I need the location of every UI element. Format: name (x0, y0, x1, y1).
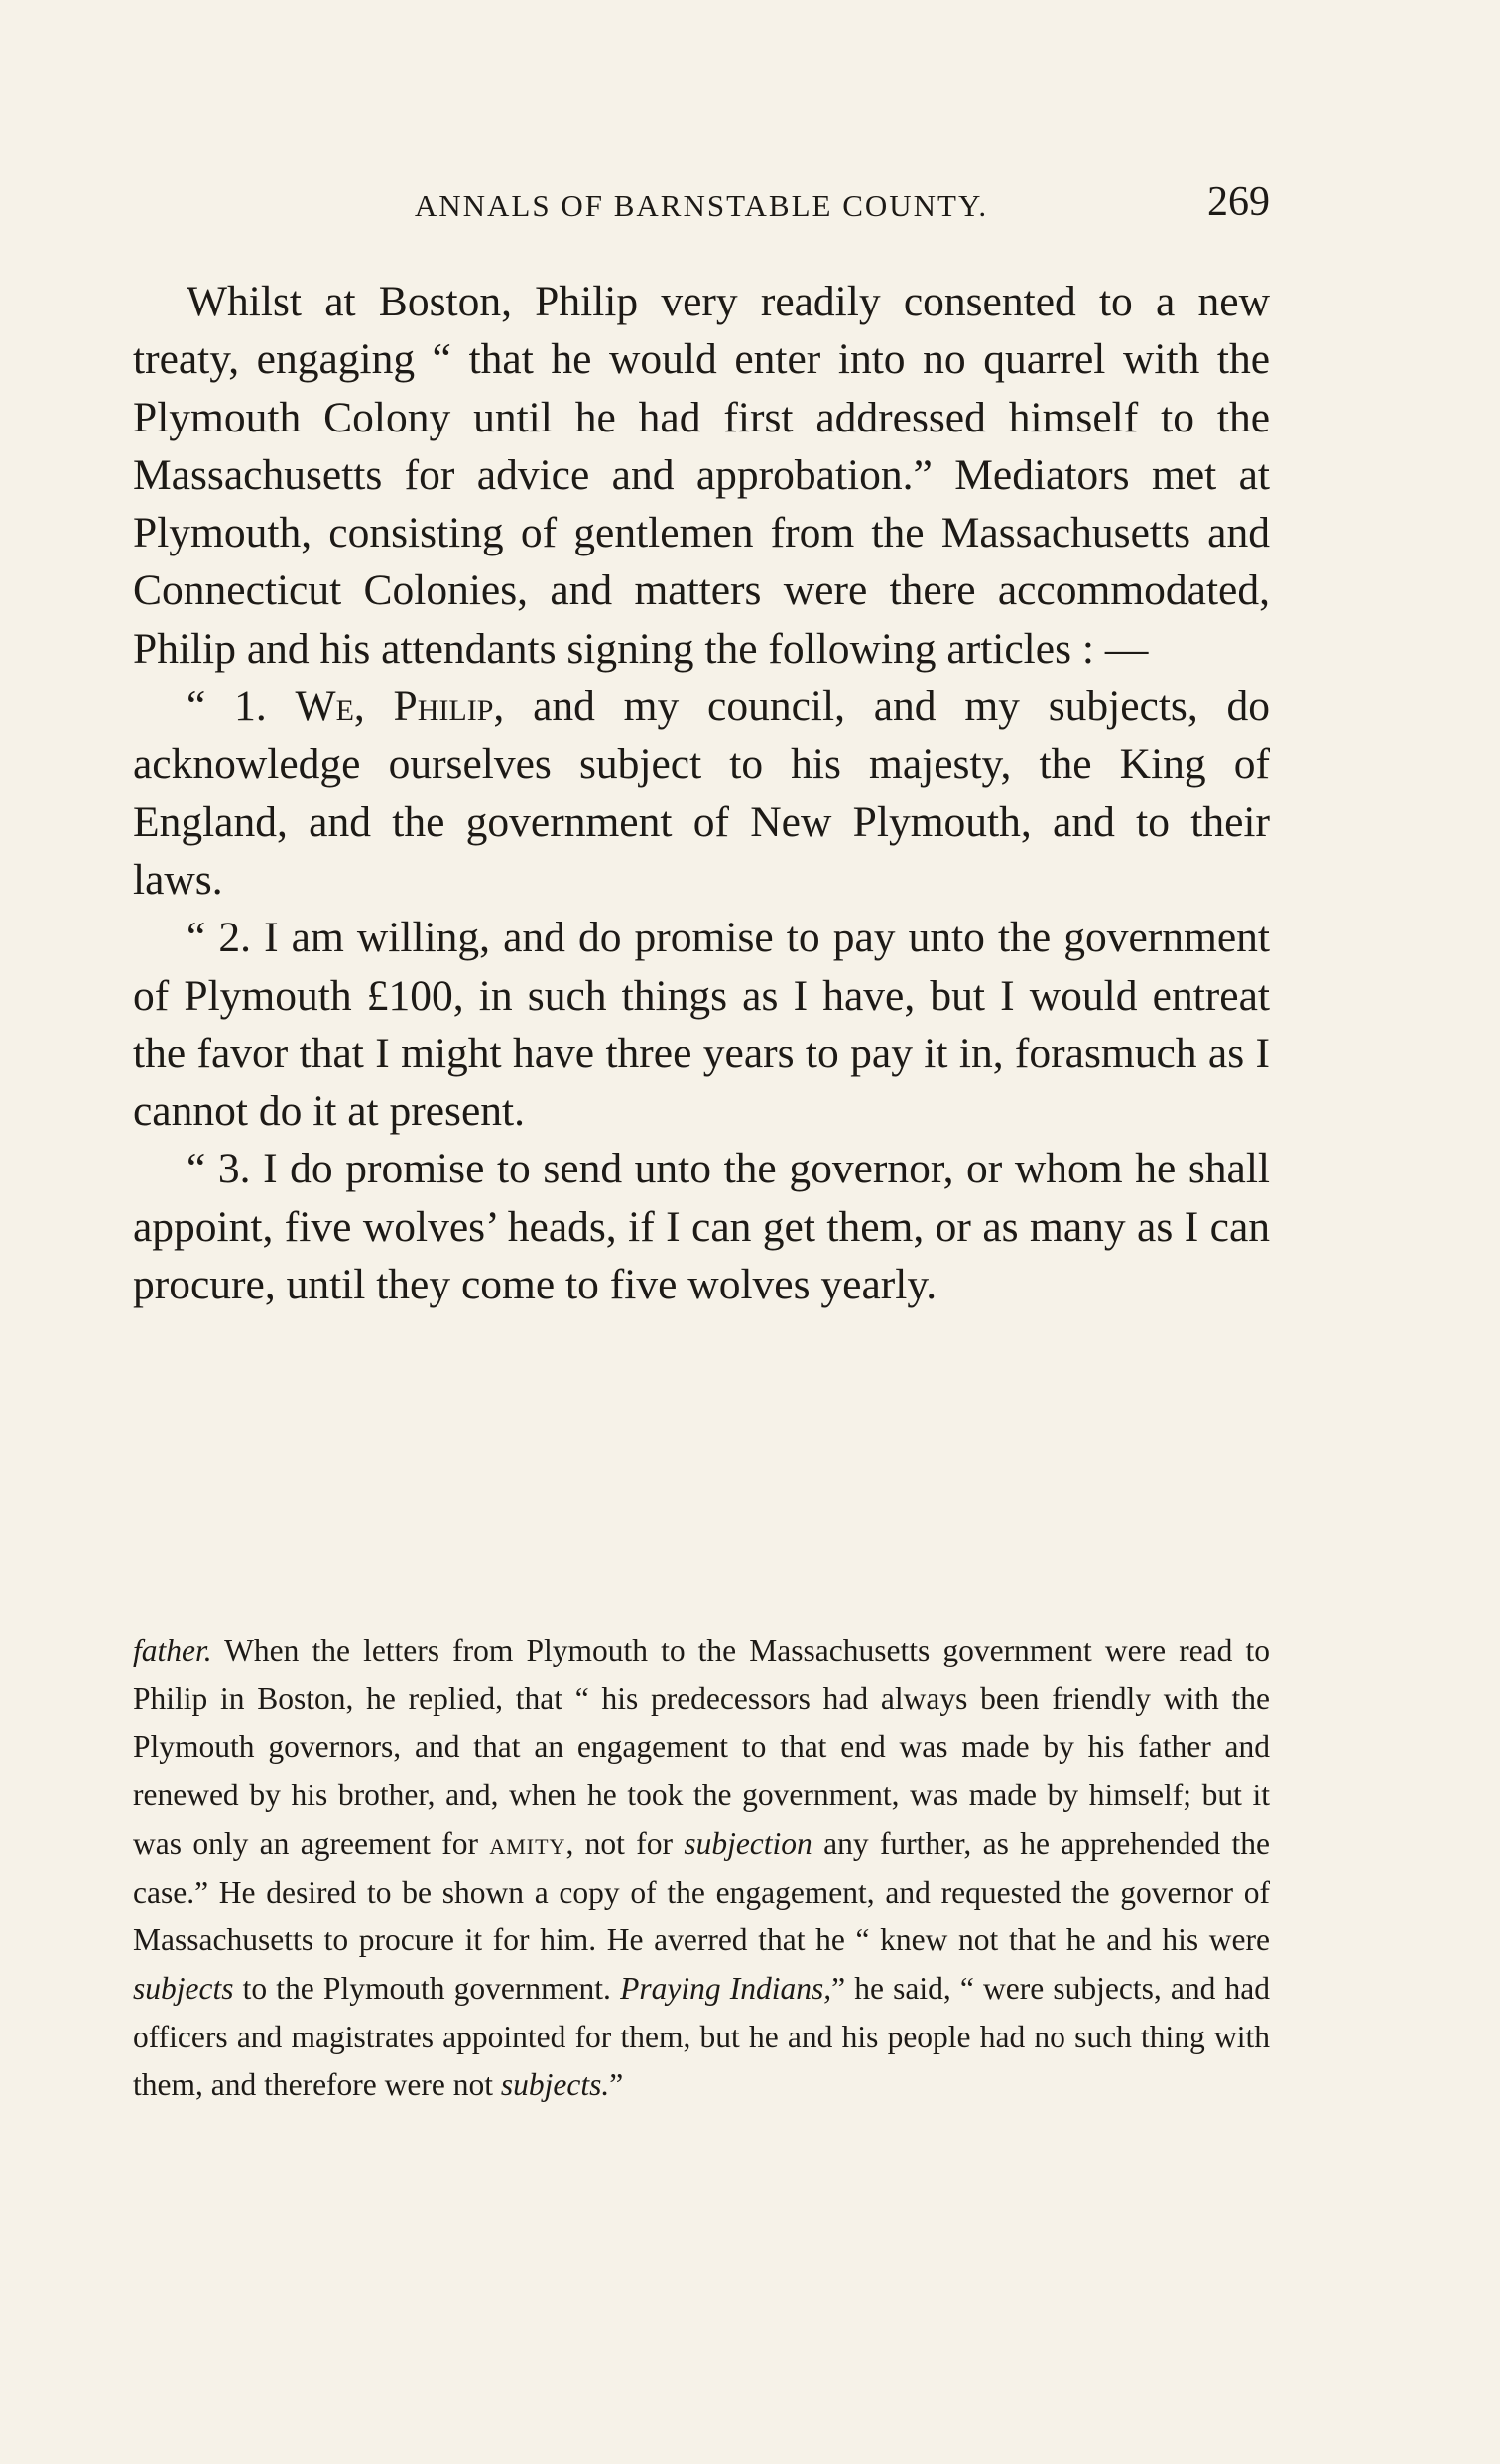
footnote (133, 1627, 1270, 2110)
running-head (133, 175, 1270, 234)
footnote-italic-father: father. (133, 1633, 212, 1667)
paragraph-treaty: Whilst at Boston, Philip very readily consented to a new treaty, engaging “ that he would enter into no quarrel with the Plymouth Colony until he had first addressed himself to the Massachusetts for advice and approbation.” Mediators met at Plymouth, consisting of gentlemen from the Massachusetts and Connecticut Colonies, and matters were there accommodated, Philip and his attendants signing the following articles : — (133, 278, 1270, 673)
article-3: “ 3. I do promise to send unto the governor, or whom he shall appoint, five wolves’ heads, if I can get them, or as many as I can procure, until they come to five wolves yearly. (133, 1145, 1270, 1309)
footnote-paragraph (133, 1627, 1270, 2110)
footnote-italic-subjection: subjection (684, 1825, 812, 1861)
article-1-lead: “ 1. (187, 682, 296, 731)
footnote-text-3: any further, as he apprehended the case.” He desired to be shown a copy of the engagement, and requested the governor of Massachusetts to procure it for him. He averred that he “ knew not that he and his were (133, 1825, 1270, 1958)
article-1-text: and my council, and my subjects, do acknowledge ourselves subject to his majesty, the King of England, and the government of New Plymouth, and to their laws. (133, 682, 1271, 904)
main-text (133, 273, 1270, 1313)
article-1-name: We, Philip, (295, 682, 505, 731)
article-2: “ 2. I am willing, and do promise to pay unto the government of Plymouth £100, in such things as I have, but I would entreat the favor that I might have three years to pay it in, forasmuch as I cannot do it at present. (133, 914, 1270, 1136)
footnote-italic-subjects-end: subjects. (500, 2067, 610, 2103)
footnote-close-quote: ” (609, 2067, 624, 2103)
footnote-text-4: to the Plymouth government. (233, 1970, 621, 2006)
footnote-text-1: When the letters from Plymouth to the Massachusetts government were read to Philip in Boston, he replied, that “ his predecessors had always been friendly with the Plymouth governors, and that an engagement to that end was made by his father and renewed by his brother, and, when he took the government, was made by himself; but it was only an agreement for (133, 1633, 1270, 1861)
footnote-italic-subjects: subjects (133, 1970, 234, 2006)
footnote-text-2: , not for (565, 1825, 685, 1861)
running-title: ANNALS OF BARNSTABLE COUNTY. (414, 188, 989, 223)
article-1 (133, 678, 1270, 909)
footnote-text-5: ” he said, “ were subjects, and had officers and magistrates appointed for them, but he and his people had no such thing with them, and therefore were not (133, 1970, 1271, 2103)
footnote-amity: amity (489, 1825, 566, 1861)
footnote-italic-praying-indians: Praying Indians, (620, 1970, 832, 2006)
page-number: 269 (1207, 180, 1270, 225)
